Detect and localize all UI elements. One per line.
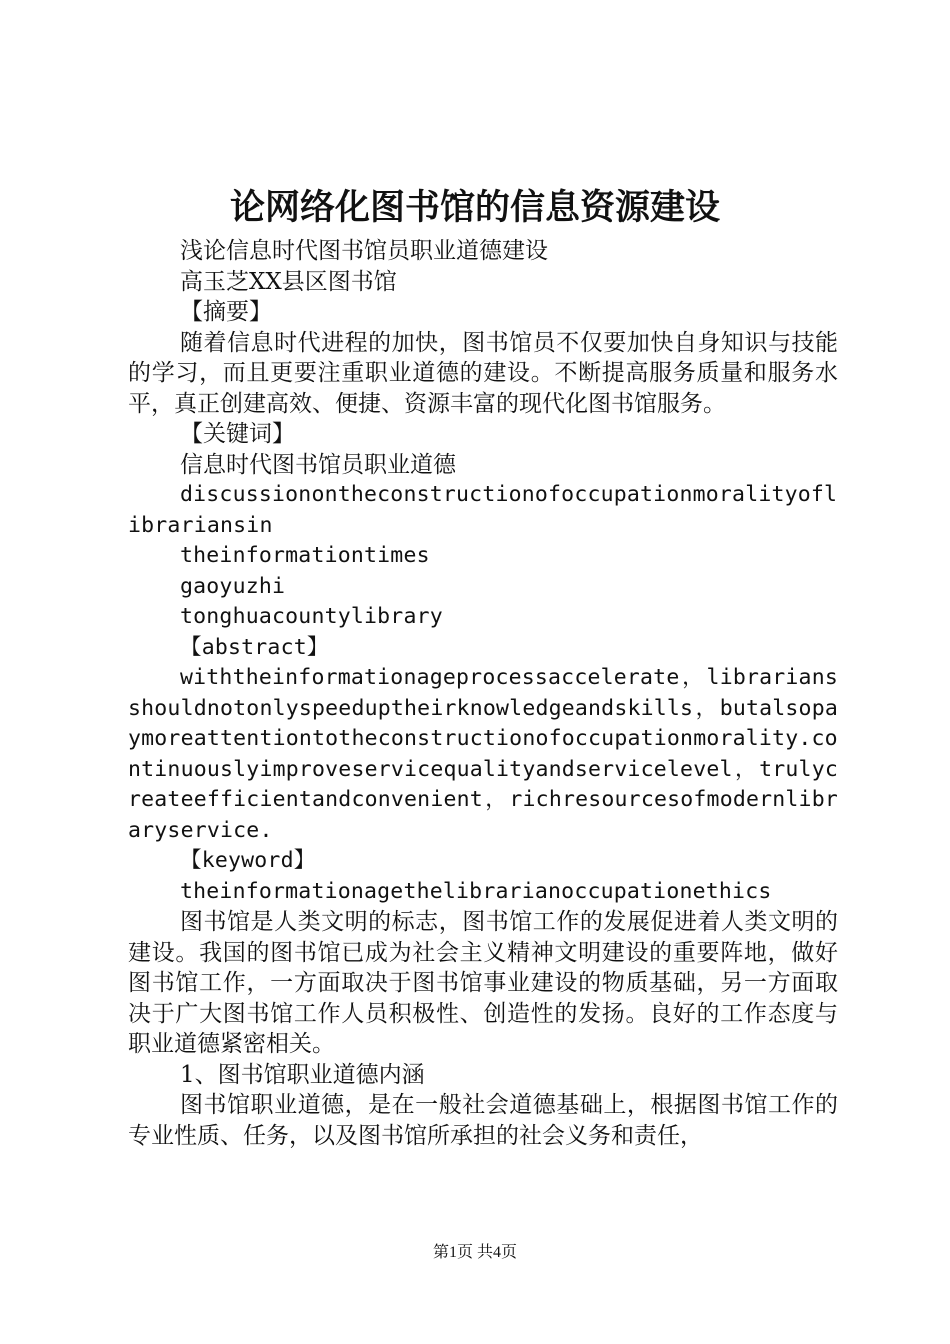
paragraph: 浅论信息时代图书馆员职业道德建设 [180,238,548,264]
paragraph: 随着信息时代进程的加快，图书馆员不仅要加快自身知识与技能的学习，而且更要注重职业道德的建设。不断提高服务质量和服务水平，真正创建高效、便捷、资源丰富的现代化图书馆服务。 [128,329,838,417]
paragraph: discussionontheconstructionofoccupationmoralityoflibrariansin [128,482,838,538]
paragraph: withtheinformationageprocessaccelerate，librariansshouldnotonlyspeeduptheirknowledgeandskills，butalsopaymoreattentiontotheconstructionofoccupationmorality.continuouslyimproveservicequalityandservicelevel，trulycreateefficientandconvenient，richresourcesofmodernlibraryservice. [128,665,838,843]
document-title: 论网络化图书馆的信息资源建设 [229,187,720,228]
section-heading: 【摘要】 [180,299,272,325]
paragraph: 图书馆职业道德，是在一般社会道德基础上，根据图书馆工作的专业性质、任务，以及图书馆所承担的社会义务和责任， [128,1092,838,1149]
paragraph: tonghuacountylibrary [180,604,443,629]
paragraph: 高玉芝XX县区图书馆 [180,268,397,295]
section-heading: 1、图书馆职业道德内涵 [180,1061,425,1088]
section-heading: 【关键词】 [180,421,295,447]
section-heading: 【keyword】 [180,848,316,873]
paragraph: gaoyuzhi [180,573,286,599]
paragraph: theinformationtimes [180,543,430,568]
section-heading: 【abstract】 [180,634,329,660]
paragraph: 图书馆是人类文明的标志，图书馆工作的发展促进着人类文明的建设。我国的图书馆已成为社会主义精神文明建设的重要阵地，做好图书馆工作，一方面取决于图书馆事业建设的物质基础，另一方面取决于广大图书馆工作人员积极性、创造性的发扬。良好的工作态度与职业道德紧密相关。 [128,909,838,1057]
paragraph: theinformationagethelibrarianoccupationethics [180,878,772,904]
document-body [128,236,838,1151]
page-number: 第1页 共4页 [432,1244,517,1261]
paragraph: 信息时代图书馆员职业道德 [180,451,456,478]
